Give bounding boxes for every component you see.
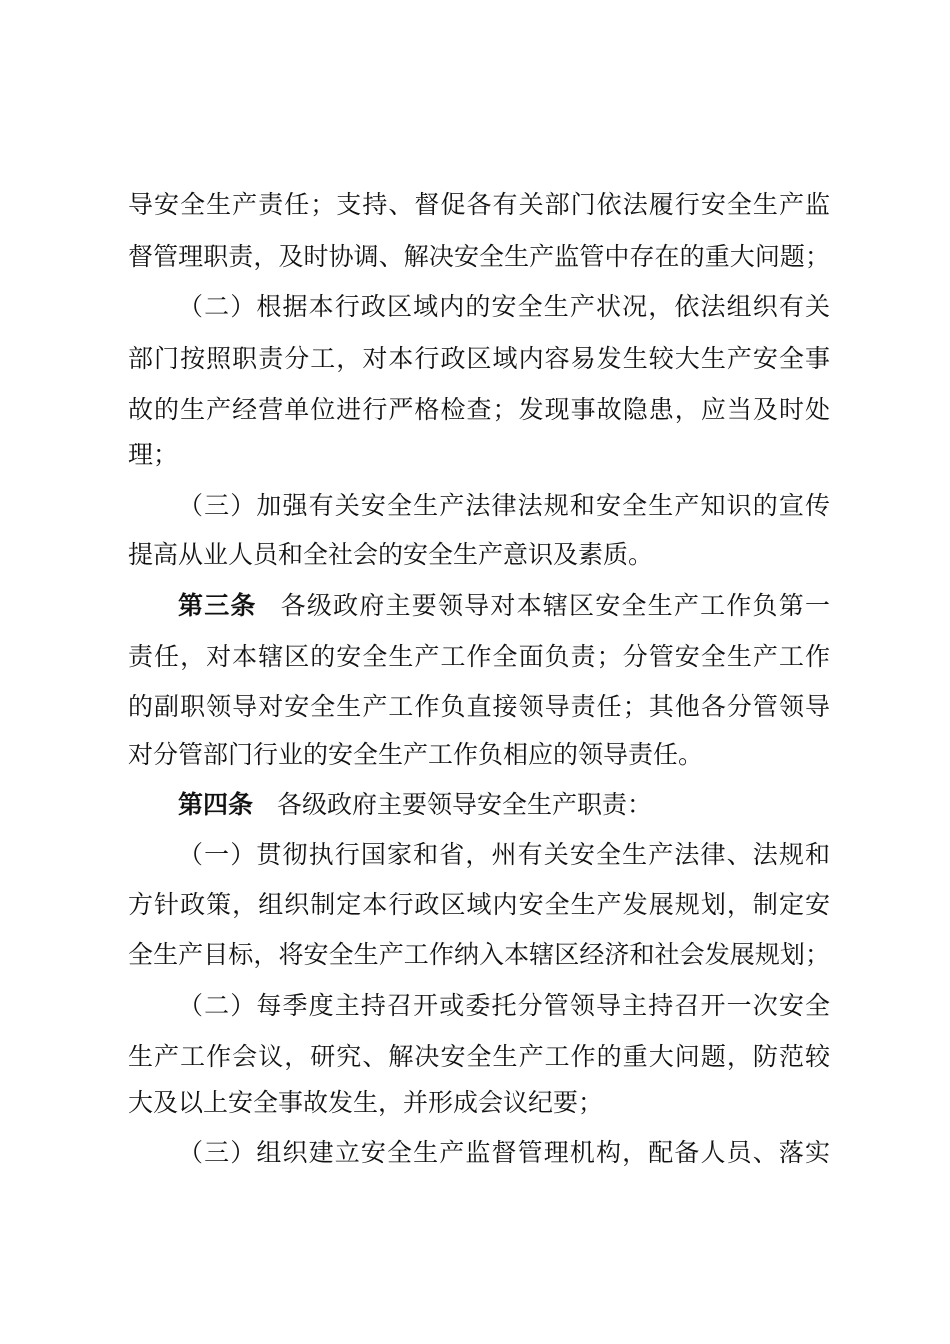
text-line-11: 的副职领导对安全生产工作负直接领导责任；其他各分管领导 bbox=[128, 692, 830, 721]
text-line-10: 责任，对本辖区的安全生产工作全面负责；分管安全生产工作 bbox=[128, 642, 830, 671]
text-line-1: 导安全生产责任；支持、督促各有关部门依法履行安全生产监 bbox=[128, 190, 830, 219]
article-3-text: 各级政府主要领导对本辖区安全生产工作负第一 bbox=[280, 591, 830, 620]
text-line-15: 方针政策，组织制定本行政区域内安全生产发展规划，制定安 bbox=[128, 890, 830, 919]
article-3-line bbox=[178, 587, 830, 625]
text-line-18: 生产工作会议，研究、解决安全生产工作的重大问题，防范较 bbox=[128, 1042, 830, 1071]
text-line-16: 全生产目标，将安全生产工作纳入本辖区经济和社会发展规划； bbox=[128, 940, 830, 969]
article-4-text: 各级政府主要领导安全生产职责： bbox=[277, 790, 653, 819]
text-line-6: 理； bbox=[128, 440, 179, 469]
article-3-heading: 第三条 bbox=[178, 591, 257, 620]
text-line-2: 督管理职责，及时协调、解决安全生产监管中存在的重大问题； bbox=[128, 242, 830, 271]
text-line-19: 大及以上安全事故发生，并形成会议纪要； bbox=[128, 1088, 604, 1117]
article-4-heading: 第四条 bbox=[178, 790, 254, 819]
article-4-line bbox=[178, 786, 830, 824]
text-line-7: （三）加强有关安全生产法律法规和安全生产知识的宣传 bbox=[178, 491, 830, 520]
text-line-12: 对分管部门行业的安全生产工作负相应的领导责任。 bbox=[128, 740, 704, 769]
text-line-5: 故的生产经营单位进行严格检查；发现事故隐患，应当及时处 bbox=[128, 395, 830, 424]
text-line-3: （二）根据本行政区域内的安全生产状况，依法组织有关 bbox=[178, 292, 830, 321]
text-line-8: 提高从业人员和全社会的安全生产意识及素质。 bbox=[128, 540, 654, 569]
text-line-17: （二）每季度主持召开或委托分管领导主持召开一次安全 bbox=[178, 991, 830, 1020]
text-line-20: （三）组织建立安全生产监督管理机构，配备人员、落实 bbox=[178, 1138, 830, 1167]
text-line-14: （一）贯彻执行国家和省，州有关安全生产法律、法规和 bbox=[178, 840, 830, 869]
text-line-4: 部门按照职责分工，对本行政区域内容易发生较大生产安全事 bbox=[128, 344, 830, 373]
